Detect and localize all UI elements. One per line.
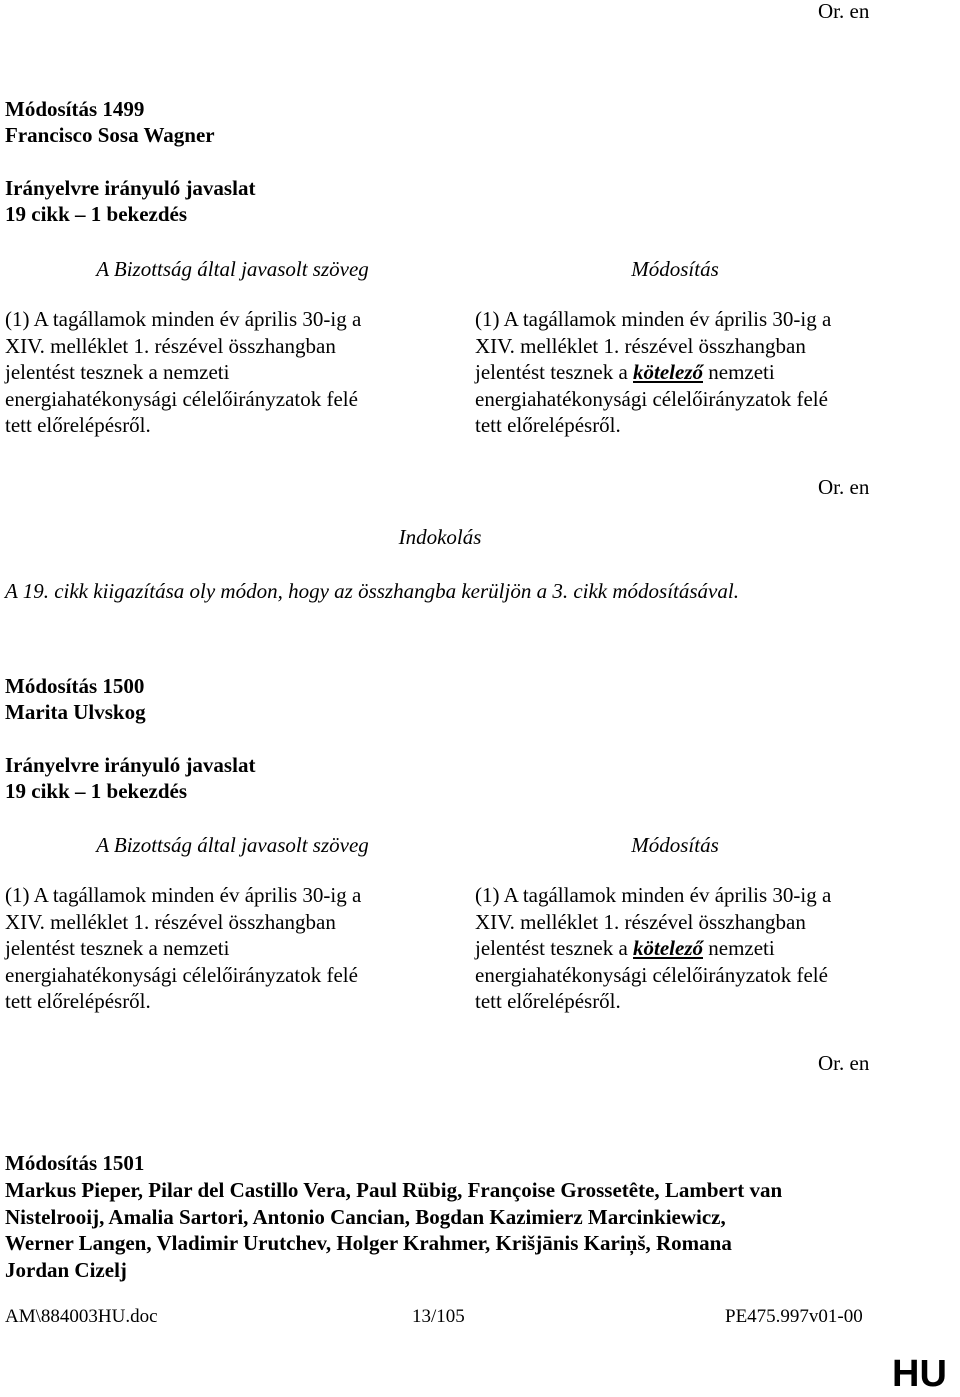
amendment-text-heading: Módosítás [631, 833, 719, 857]
text-line: XIV. melléklet 1. részével összhangban [5, 909, 336, 934]
text-line: (1) A tagállamok minden év április 30-ig a [475, 883, 832, 907]
text-line: XIV. melléklet 1. részével összhangban [475, 909, 806, 934]
text-segment: nemzeti [703, 936, 775, 960]
text-line: (1) A tagállamok minden év április 30-ig a [5, 883, 362, 907]
text-line-with-change [475, 935, 831, 962]
amended-text [475, 306, 831, 439]
footer-page-number: 13/105 [412, 1306, 465, 1327]
authors-line: Nistelrooij, Amalia Sartori, Antonio Cancian, Bogdan Kazimierz Marcinkiewicz, [5, 1204, 726, 1229]
justification-text: A 19. cikk kiigazítása oly módon, hogy az összhangba kerüljön a 3. cikk módosításával. [5, 579, 739, 603]
text-line: (1) A tagállamok minden év április 30-ig a [5, 307, 362, 331]
text-line: energiahatékonysági célelőirányzatok felé [5, 962, 358, 987]
inserted-word: kötelező [633, 360, 703, 384]
text-line: jelentést tesznek a nemzeti [5, 360, 230, 384]
commission-text-heading: A Bizottság által javasolt szöveg [96, 833, 369, 857]
footer-filename: AM\884003HU.doc [5, 1306, 158, 1327]
amendment-authors [5, 1177, 782, 1283]
amended-text [475, 882, 831, 1015]
amendment-number: Módosítás 1500 [5, 674, 145, 698]
header-language-tag: Or. en [818, 0, 870, 23]
amendment-number: Módosítás 1499 [5, 97, 145, 121]
original-language-tag: Or. en [818, 1051, 870, 1075]
text-segment: jelentést tesznek a [475, 360, 634, 384]
language-badge: HU [892, 1353, 947, 1395]
text-line: energiahatékonysági célelőirányzatok felé [5, 386, 358, 411]
authors-line: Werner Langen, Vladimir Urutchev, Holger Krahmer, Krišjānis Kariņš, Romana [5, 1231, 732, 1255]
justification-heading: Indokolás [398, 525, 482, 549]
amendment-author: Francisco Sosa Wagner [5, 123, 215, 147]
amendment-author: Marita Ulvskog [5, 700, 146, 724]
text-line-with-change [475, 359, 831, 386]
text-line: energiahatékonysági célelőirányzatok felé [475, 386, 828, 411]
document-type: Irányelvre irányuló javaslat [5, 176, 256, 200]
text-line: jelentést tesznek a nemzeti [5, 936, 230, 960]
commission-text-heading: A Bizottság által javasolt szöveg [96, 257, 369, 281]
text-segment: jelentést tesznek a [475, 936, 634, 960]
text-line: XIV. melléklet 1. részével összhangban [475, 333, 806, 358]
text-line: tett előrelépésről. [475, 989, 621, 1013]
authors-line: Jordan Cizelj [5, 1257, 127, 1282]
inserted-word: kötelező [633, 936, 703, 960]
amendment-number: Módosítás 1501 [5, 1151, 145, 1175]
text-line: XIV. melléklet 1. részével összhangban [5, 333, 336, 358]
article-reference: 19 cikk – 1 bekezdés [5, 779, 188, 803]
commission-text [5, 306, 361, 439]
footer-reference: PE475.997v01-00 [725, 1306, 863, 1327]
text-segment: nemzeti [703, 360, 775, 384]
text-line: tett előrelépésről. [475, 413, 621, 437]
document-type: Irányelvre irányuló javaslat [5, 753, 256, 777]
authors-line: Markus Pieper, Pilar del Castillo Vera, Paul Rübig, Françoise Grossetête, Lambert van [5, 1178, 783, 1202]
text-line: tett előrelépésről. [5, 989, 151, 1013]
text-line: tett előrelépésről. [5, 413, 151, 437]
text-line: energiahatékonysági célelőirányzatok felé [475, 962, 828, 987]
text-line: (1) A tagállamok minden év április 30-ig a [475, 307, 832, 331]
article-reference: 19 cikk – 1 bekezdés [5, 202, 188, 226]
amendment-text-heading: Módosítás [631, 257, 719, 281]
original-language-tag: Or. en [818, 475, 870, 499]
commission-text [5, 882, 361, 1015]
